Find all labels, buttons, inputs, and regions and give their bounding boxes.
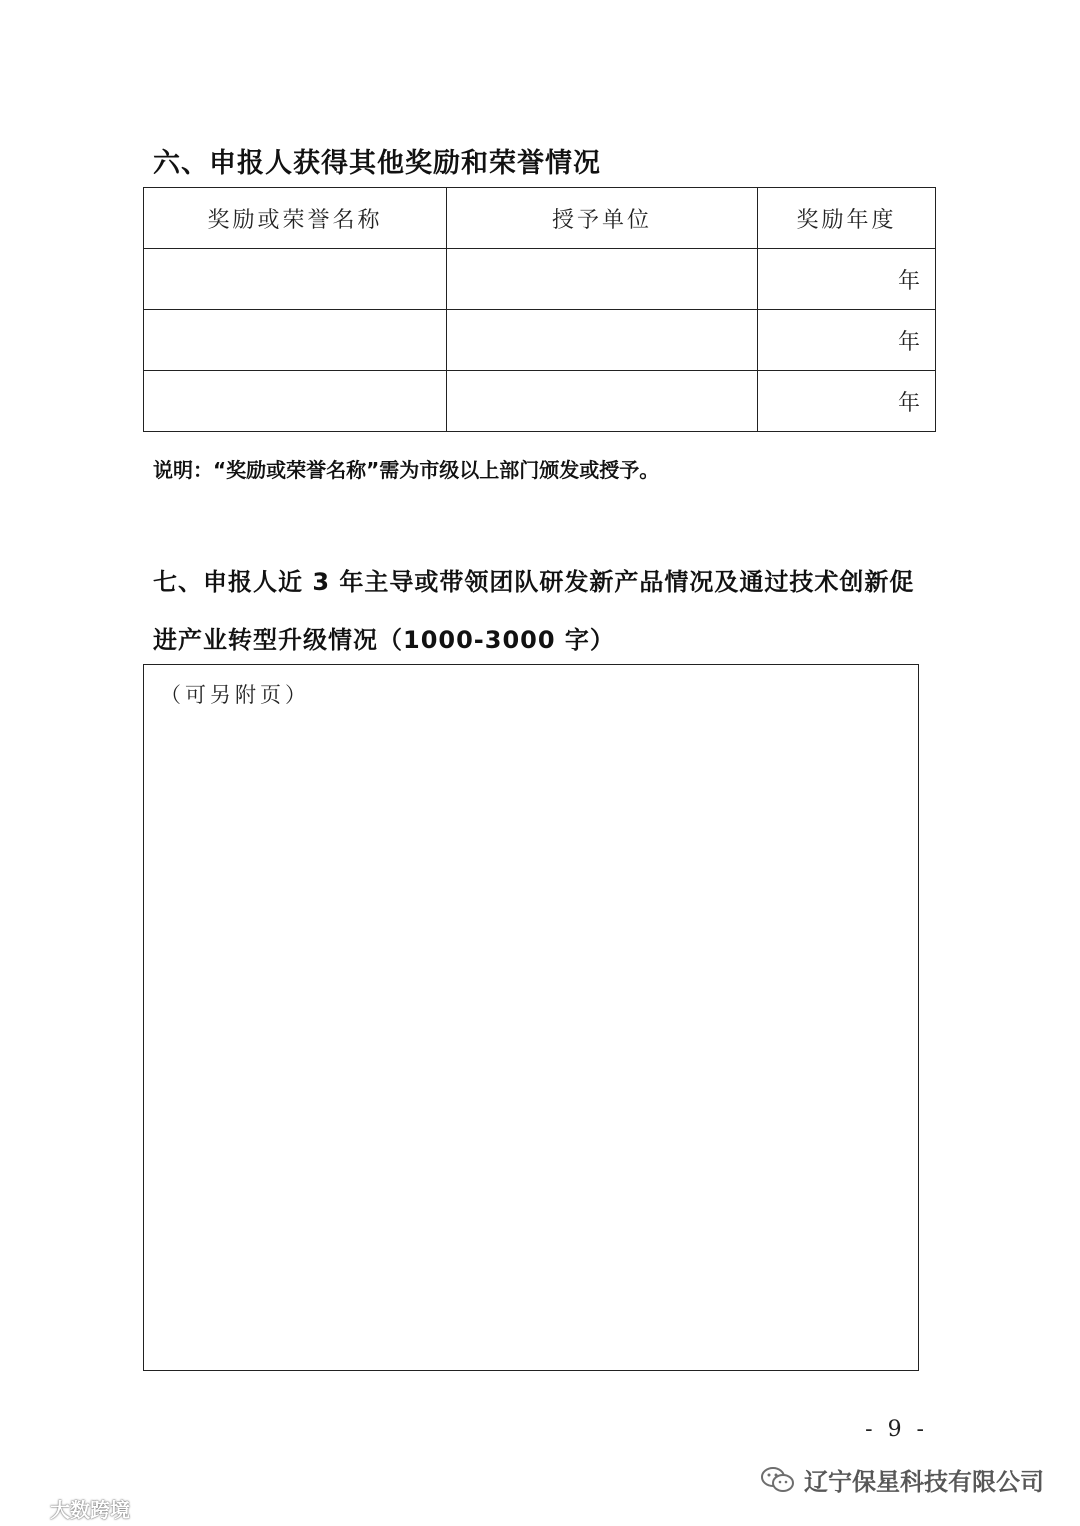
table-row — [144, 371, 936, 432]
table-header-row — [144, 188, 936, 249]
granting-unit-cell[interactable] — [447, 371, 758, 432]
table-row — [144, 310, 936, 371]
awards-table — [143, 187, 936, 432]
brand-watermark — [8, 1494, 130, 1523]
award-name-cell[interactable] — [144, 371, 447, 432]
award-name-cell[interactable] — [144, 249, 447, 310]
award-name-cell[interactable] — [144, 310, 447, 371]
section-6-title: 六、申报人获得其他奖励和荣誉情况 — [153, 148, 601, 179]
granting-unit-cell[interactable] — [447, 310, 758, 371]
company-name: 辽宁保星科技有限公司 — [804, 1468, 1044, 1496]
company-watermark — [760, 1462, 1044, 1497]
brand-name: 大数跨境 — [50, 1498, 130, 1522]
essay-text-box[interactable] — [143, 664, 919, 1371]
award-year-cell[interactable]: 年 — [758, 371, 936, 432]
attachment-hint: （可另附页） — [160, 683, 310, 707]
brand-logo-icon — [8, 1498, 46, 1520]
header-granting-unit: 授予单位 — [447, 188, 758, 249]
header-award-name: 奖励或荣誉名称 — [144, 188, 447, 249]
section-7-title-line-2: 进产业转型升级情况（1000-3000 字） — [153, 626, 615, 654]
table-row — [144, 249, 936, 310]
page-number: - 9 - — [865, 1417, 928, 1442]
award-year-cell[interactable]: 年 — [758, 249, 936, 310]
section-7-title-line-1: 七、申报人近 3 年主导或带领团队研发新产品情况及通过技术创新促 — [153, 568, 915, 596]
award-year-cell[interactable]: 年 — [758, 310, 936, 371]
header-award-year: 奖励年度 — [758, 188, 936, 249]
wechat-icon — [760, 1466, 796, 1494]
table-note: 说明：“奖励或荣誉名称”需为市级以上部门颁发或授予。 — [153, 458, 660, 482]
granting-unit-cell[interactable] — [447, 249, 758, 310]
